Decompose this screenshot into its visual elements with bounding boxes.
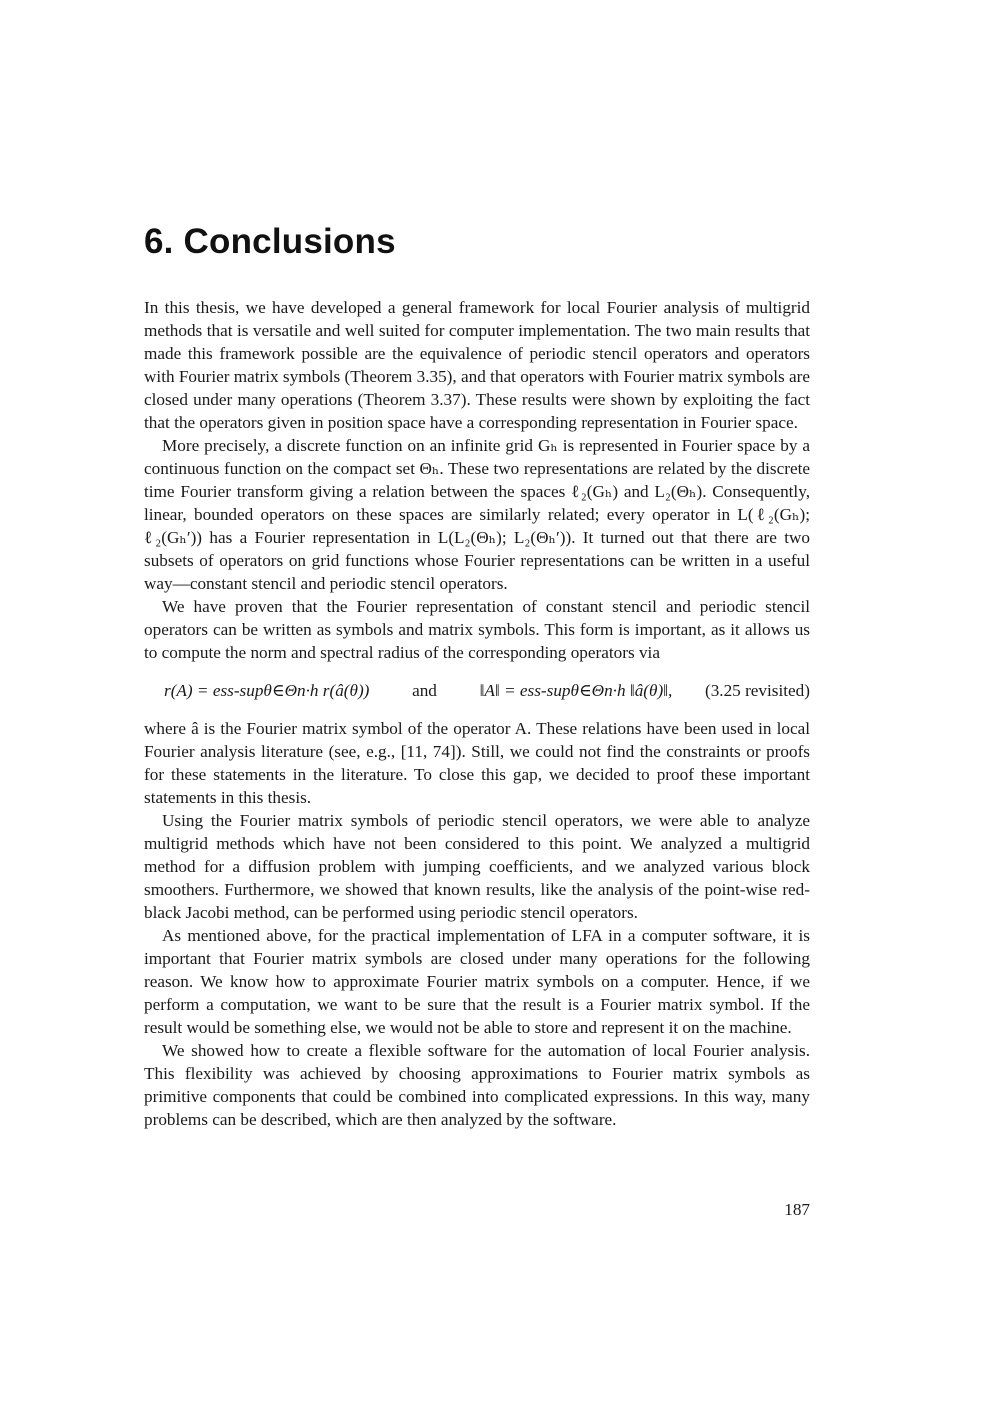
paragraph-intro: In this thesis, we have developed a general framework for local Fourier analysis of multigrid methods that is versatile and well suited for computer implementation. The two main results that made this framework possible are the equivalence of periodic stencil operators and operators with Fourier matrix symbols (Theorem 3.35), and that operators with Fourier matrix symbols are closed under many operations (Theorem 3.37). These results were shown by exploiting the fact that the operators given in position space have a corresponding representation in Fourier space. (144, 298, 810, 432)
chapter-title: 6. Conclusions (144, 222, 396, 261)
paragraph-where: where â is the Fourier matrix symbol of the operator A. These relations have been used in local Fourier analysis literature (see, e.g., [11, 74]). Still, we could not find the constraints or proofs for these statements in the literature. To close this gap, we decided to proof these important statements in this thesis. (144, 719, 810, 807)
equation-connector: and (412, 681, 437, 700)
paragraph-practical: As mentioned above, for the practical implementation of LFA in a computer software, it is important that Fourier matrix symbols are closed under many operations for the following reason. We know how to approximate Fourier matrix symbols on a computer. Hence, if we perform a computation, we want to be sure that the result is a Fourier matrix symbol. If the result would be something else, we would not be able to store and represent it on the machine. (144, 926, 810, 1037)
equation-number: (3.25 revisited) (704, 681, 810, 700)
paragraph-precise: More precisely, a discrete function on an infinite grid Gₕ is represented in Fourier space by a continuous function on the compact set Θₕ. These two representations are related by the discrete time Fourier transform giving a relation between the spaces ℓ₂(Gₕ) and L₂(Θₕ). Consequently, linear, bounded operators on these spaces are similarly related; every operator in L(ℓ₂(Gₕ); ℓ₂(Gₕ′)) has a Fourier representation in L(L₂(Θₕ); L₂(Θₕ′)). It turned out that there are two subsets of operators on grid functions whose Fourier representations can be written in a useful way—constant stencil and periodic stencil operators. (144, 436, 810, 593)
body-text (144, 296, 810, 1131)
display-equation (144, 679, 810, 703)
paragraph-software: We showed how to create a flexible software for the automation of local Fourier analysis. This flexibility was achieved by choosing approximations to Fourier matrix symbols as primitive components that could be combined into complicated expressions. In this way, many problems can be described, which are then analyzed by the software. (144, 1041, 810, 1129)
document-page (144, 0, 810, 1414)
page-number: 187 (784, 1200, 810, 1219)
equation-spectral-radius: r(A) = ess-supθ∈Θn·h r(â(θ)) (164, 681, 370, 700)
paragraph-using: Using the Fourier matrix symbols of periodic stencil operators, we were able to analyze multigrid methods which have not been considered to this point. We analyzed a multigrid method for a diffusion problem with jumping coefficients, and we analyzed various block smoothers. Furthermore, we showed that known results, like the analysis of the point-wise red-black Jacobi method, can be performed using periodic stencil operators. (144, 811, 810, 922)
equation-norm: ‖A‖ = ess-supθ∈Θn·h ‖â(θ)‖, (479, 681, 673, 700)
paragraph-proven: We have proven that the Fourier representation of constant stencil and periodic stencil operators can be written as symbols and matrix symbols. This form is important, as it allows us to compute the norm and spectral radius of the corresponding operators via (144, 597, 810, 662)
